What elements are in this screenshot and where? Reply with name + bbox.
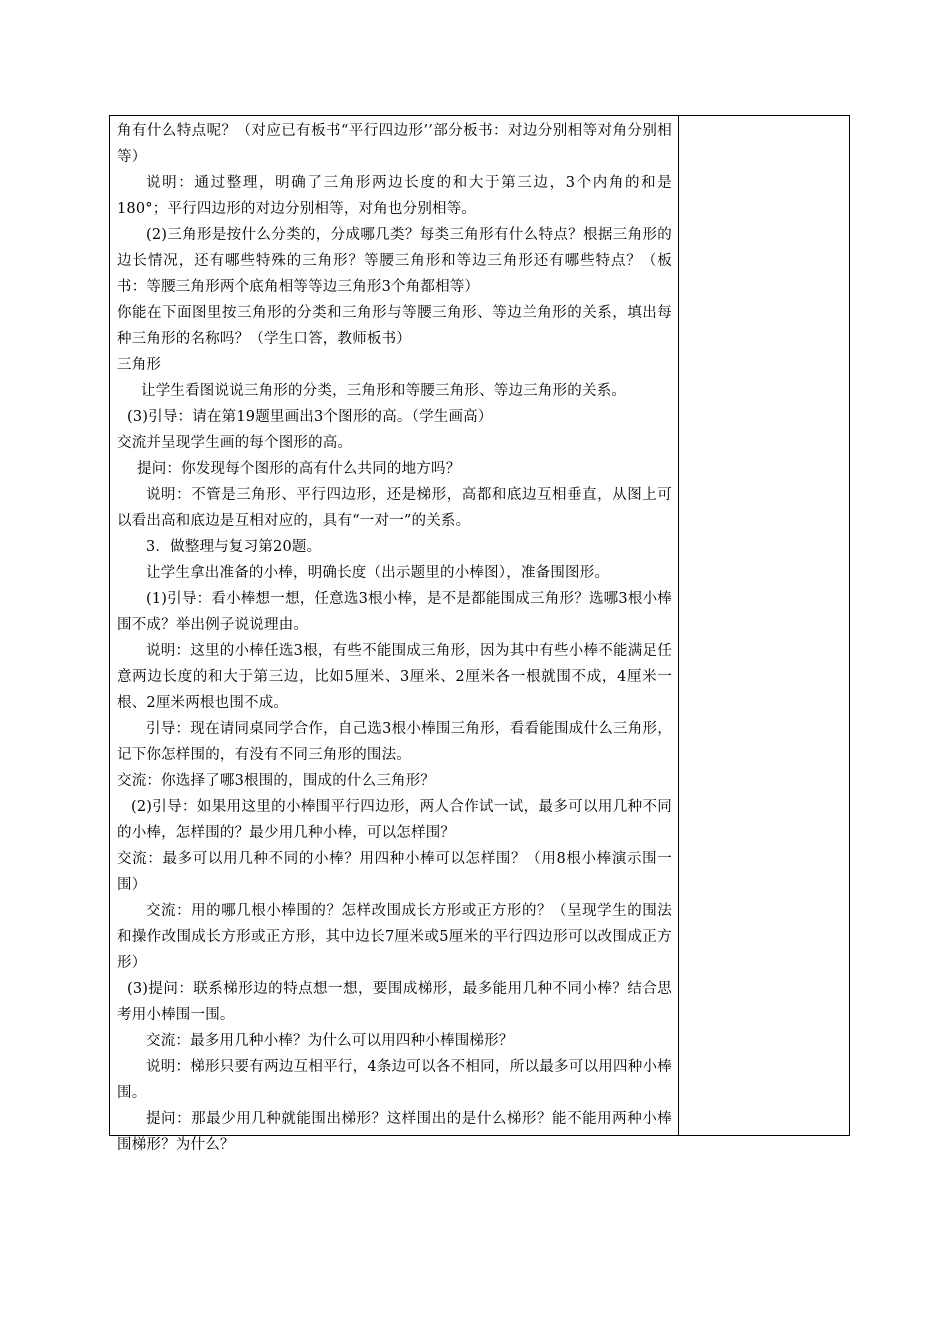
notes-cell (679, 116, 849, 1135)
paragraph-2: 说明：通过整理，明确了三角形两边长度的和大于第三边，3个内角的和是180°；平行四边形的对边分别相等，对角也分别相等。 (117, 175, 672, 217)
paragraph-12: 让学生拿出准备的小棒，明确长度（出示题里的小棒图），准备围图形。 (146, 565, 610, 581)
paragraph-1: 角有什么特点呢？（对应已有板书“平行四边形’’部分板书：对边分别相等对角分别相等） (117, 123, 672, 165)
paragraph-19: 交流：用的哪几根小棒围的？怎样改围成长方形或正方形的？（呈现学生的围法和操作改围成长方形或正方形，其中边长7厘米或5厘米的平行四边形可以改围成正方形） (117, 903, 672, 971)
paragraph-22: 说明：梯形只要有两边互相平行，4条边可以各不相同，所以最多可以用四种小棒围。 (117, 1059, 672, 1101)
paragraph-23: 提问：那最少用几种就能围出梯形？这样围出的是什么梯形？能不能用两种小棒围梯形？为什么？ (117, 1111, 672, 1153)
lesson-plan-table (109, 115, 850, 1153)
paragraph-11: 3．做整理与复习第20题。 (146, 539, 322, 555)
paragraph-4: 你能在下面图里按三角形的分类和三角形与等腰三角形、等边兰角形的关系，填出每种三角形的名称吗？（学生口答，教师板书） (117, 305, 672, 347)
paragraph-8: 交流并呈现学生画的每个图形的高。 (117, 435, 353, 451)
paragraph-7: (3)引导：请在第19题里画出3个图形的高。（学生画高） (127, 409, 493, 425)
paragraph-3: (2)三角形是按什么分类的，分成哪几类？每类三角形有什么特点？根据三角形的边长情况，还有哪些特殊的三角形？等腰三角形和等边三角形还有哪些特点？（板书：等腰三角形两个底角相等等边三角形3个角都相等） (117, 227, 672, 295)
paragraph-18: 交流：最多可以用几种不同的小棒？用四种小棒可以怎样围？（用8根小棒演示围一围） (117, 851, 672, 893)
paragraph-21: 交流：最多用几种小棒？为什么可以用四种小棒围梯形？ (146, 1033, 514, 1049)
paragraph-6: 让学生看图说说三角形的分类，三角形和等腰三角形、等边三角形的关系。 (141, 383, 627, 399)
paragraph-20: (3)提问：联系梯形边的特点想一想，要围成梯形，最多能用几种不同小棒？结合思考用小棒围一围。 (117, 981, 672, 1023)
paragraph-5: 三角形 (117, 357, 162, 373)
paragraph-9: 提问：你发现每个图形的高有什么共同的地方吗？ (137, 461, 461, 477)
paragraph-15: 引导：现在请同桌同学合作，自己选3根小棒围三角形，看看能围成什么三角形，记下你怎样围的，有没有不同三角形的围法。 (117, 721, 672, 763)
paragraph-14: 说明：这里的小棒任选3根，有些不能围成三角形，因为其中有些小棒不能满足任意两边长度的和大于第三边，比如5厘米、3厘米、2厘米各一根就围不成，4厘米一根、2厘米两根也围不成。 (117, 643, 672, 711)
paragraph-10: 说明：不管是三角形、平行四边形，还是梯形，高都和底边互相垂直，从图上可以看出高和底边是互相对应的，具有“一对一”的关系。 (117, 487, 672, 529)
paragraph-16: 交流：你选择了哪3根围的，围成的什么三角形？ (117, 773, 436, 789)
lesson-content-cell (110, 116, 679, 1153)
paragraph-13: (1)引导：看小棒想一想，任意选3根小棒，是不是都能围成三角形？选哪3根小棒围不成？举出例子说说理由。 (117, 591, 672, 633)
paragraph-17: (2)引导：如果用这里的小棒围平行四边形，两人合作试一试，最多可以用几种不同的小棒，怎样围的？最少用几种小棒，可以怎样围？ (117, 799, 672, 841)
